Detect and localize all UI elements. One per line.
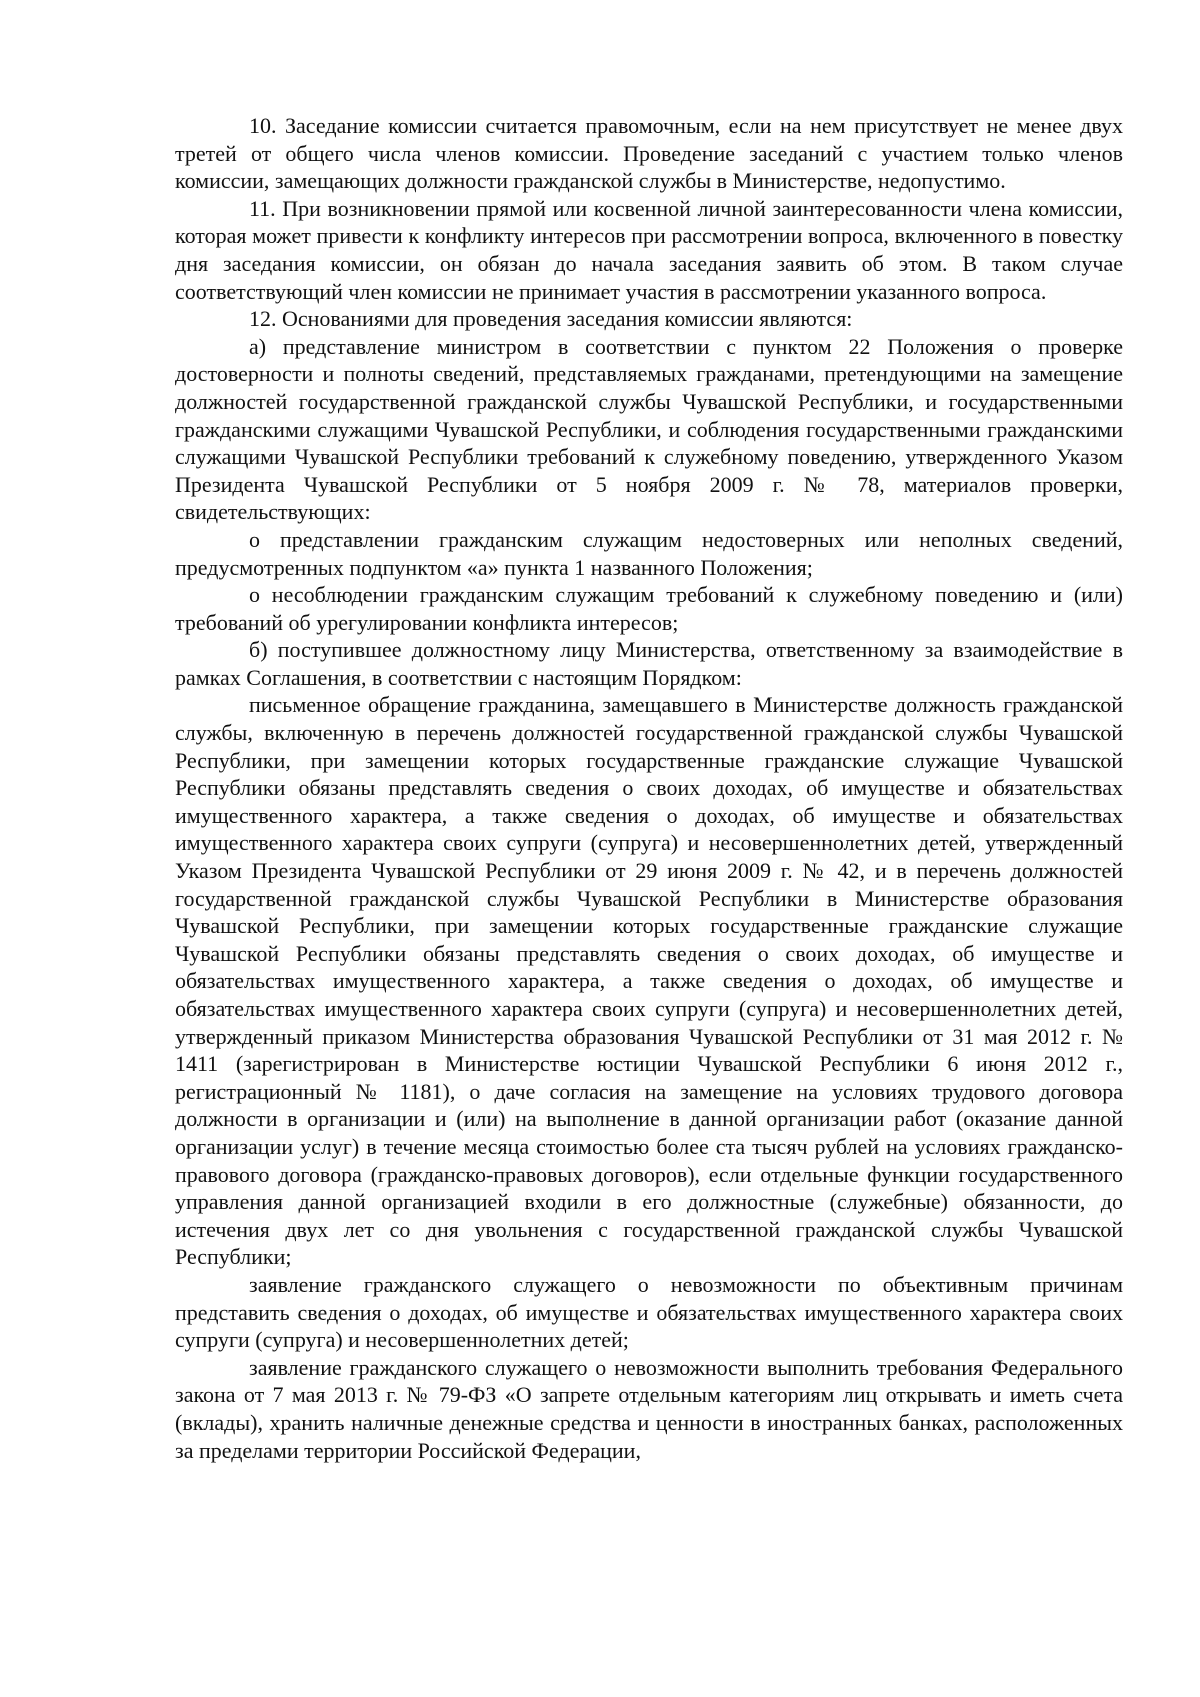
paragraph-12-grounds: 12. Основаниями для проведения заседания комиссии являются: (249, 306, 853, 332)
paragraph-nonobservance: о несоблюдении гражданским служащим требований к служебному поведению и (или) требований об урегулировании конфликта интересов; (175, 582, 1123, 635)
paragraph-written-appeal: письменное обращение гражданина, замещавшего в Министерстве должность гражданской службы, включенную в перечень должностей государственной гражданской службы Чувашской Республики, при замещении которых государственные гражданские служащие Чувашской Республики обязаны представлять сведения о своих доходах, об имуществе и обязательствах имущественного характера, а также сведения о доходах, об имуществе и обязательствах имущественного характера своих супруги (супруга) и несовершеннолетних детей, утвержденный Указом Президента Чувашской Республики от 29 июня 2009 г. № 42, и в перечень должностей государственной гражданской службы Чувашской Республики в Министерстве образования Чувашской Республики, при замещении которых государственные гражданские служащие Чувашской Республики обязаны представлять сведения о своих доходах, об имуществе и обязательствах имущественного характера, а также сведения о доходах, об имуществе и обязательствах имущественного характера своих супруги (супруга) и несовершеннолетних детей, утвержденный приказом Министерства образования Чувашской Республики от 31 мая 2012 г. № 1411 (зарегистрирован в Министерстве юстиции Чувашской Республики 6 июня 2012 г., регистрационный № 1181), о даче согласия на замещение на условиях трудового договора должности в организации и (или) на выполнение в данной организации работ (оказание данной организации услуг) в течение месяца стоимостью более ста тысяч рублей на условиях гражданско-правового договора (гражданско-правовых договоров), если отдельные функции государственного управления данной организацией входили в его должностные (служебные) обязанности, до истечения двух лет со дня увольнения с государственной гражданской службы Чувашской Республики; (175, 692, 1123, 1270)
paragraph-false-information: о представлении гражданским служащим недостоверных или неполных сведений, предусмотренных подпунктом «а» пункта 1 названного Положения; (175, 526, 1123, 580)
paragraph-statement-spouse-income: заявление гражданского служащего о невозможности по объективным причинам представить сведения о доходах, об имуществе и обязательствах имущественного характера своих супруги (супруга) и несовершеннолетних детей; (175, 1271, 1123, 1353)
paragraph-10-quorum: 10. Заседание комиссии считается правомочным, если на нем присутствует не менее двух третей от общего числа членов комиссии. Проведение заседаний с участием только членов комиссии, замещающих должности гражданской службы в Министерстве, недопустимо. (175, 113, 1123, 194)
paragraph-statement-federal-law: заявление гражданского служащего о невозможности выполнить требования Федерального закона от 7 мая 2013 г. № 79-ФЗ «О запрете отдельным категориям лиц открывать и иметь счета (вклады), хранить наличные денежные средства и ценности в иностранных банках, расположенных за пределами территории Российской Федерации, (175, 1354, 1123, 1463)
document-page (175, 112, 1123, 1464)
paragraph-12a-minister-submission: а) представление министром в соответствии с пунктом 22 Положения о проверке достоверности и полноты сведений, представляемых гражданами, претендующими на замещение должностей государственной гражданской службы Чувашской Республики, и государственными гражданскими служащими Чувашской Республики, и соблюдения государственными гражданскими служащими Чувашской Республики требований к служебному поведению, утвержденного Указом Президента Чувашской Республики от 5 ноября 2009 г. № 78, материалов проверки, свидетельствующих: (175, 333, 1123, 525)
paragraph-11-conflict-of-interest: 11. При возникновении прямой или косвенной личной заинтересованности члена комиссии, которая может привести к конфликту интересов при рассмотрении вопроса, включенного в повестку дня заседания комиссии, он обязан до начала заседания заявить об этом. В таком случае соответствующий член комиссии не принимает участия в рассмотрении указанного вопроса. (175, 195, 1123, 304)
paragraph-12b-received: б) поступившее должностному лицу Министерства, ответственному за взаимодействие в рамках Соглашения, в соответствии с настоящим Порядком: (175, 637, 1123, 690)
